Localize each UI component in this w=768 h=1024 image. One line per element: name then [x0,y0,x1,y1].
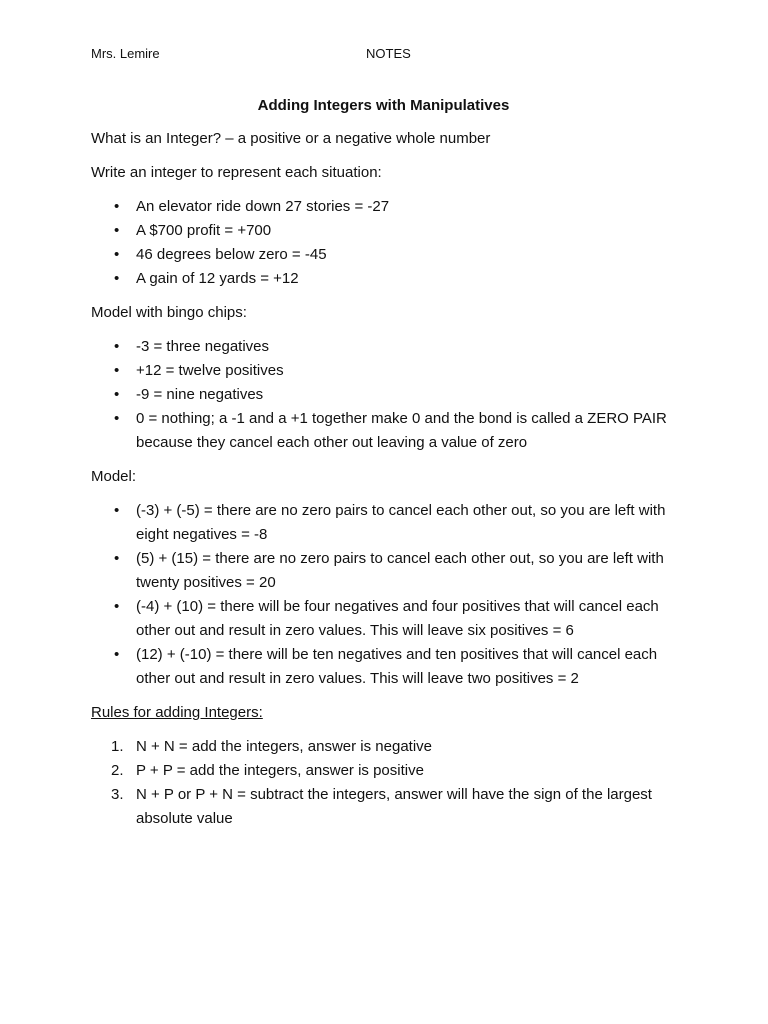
list-item-text: A gain of 12 yards = +12 [136,270,299,287]
model-list [91,499,691,691]
list-item-text: An elevator ride down 27 stories = -27 [136,198,390,215]
list-item [91,195,691,219]
list-item [91,499,691,547]
list-item [91,595,691,643]
list-number: 1. [111,738,124,755]
list-item-text: -3 = three negatives [136,338,270,355]
list-number: 3. [111,786,124,803]
list-item-text: 46 degrees below zero = -45 [136,246,327,263]
model-prompt: Model: [91,468,137,485]
list-item [91,243,691,267]
bullet-icon: • [114,246,120,263]
list-item-text: (-4) + (10) = there will be four negatives and four positives that will cancel each other out and result in zero values. This will leave six positives = 6 [136,598,659,639]
list-item-text: (5) + (15) = there are no zero pairs to cancel each other out, so you are left with twenty positives = 20 [136,550,664,591]
bullet-icon: • [114,598,120,615]
bullet-icon: • [114,502,120,519]
bullet-icon: • [114,338,120,355]
list-item [91,335,691,359]
list-item-text: P + P = add the integers, answer is positive [136,762,424,779]
list-item-text: N + P or P + N = subtract the integers, answer will have the sign of the largest absolute value [136,786,652,827]
bullet-icon: • [114,550,120,567]
list-item-text: +12 = twelve positives [136,362,284,379]
situations-list [91,195,691,291]
list-item-text: N + N = add the integers, answer is negative [136,738,433,755]
list-item-text: A $700 profit = +700 [136,222,272,239]
list-item [91,267,691,291]
list-item-text: (-3) + (-5) = there are no zero pairs to cancel each other out, so you are left with eight negatives = -8 [136,502,666,543]
author-name: Mrs. Lemire [91,46,160,61]
rules-heading: Rules for adding Integers: [91,704,263,721]
list-item-text: 0 = nothing; a -1 and a +1 together make 0 and the bond is called a ZERO PAIR because they cancel each other out leaving a value of zero [136,410,667,451]
list-item [91,359,691,383]
list-item-text: -9 = nine negatives [136,386,264,403]
document-body [91,94,691,831]
list-item [91,547,691,595]
bingo-list [91,335,691,455]
list-item [91,783,691,831]
list-item [91,735,691,759]
list-item-text: (12) + (-10) = there will be ten negatives and ten positives that will cancel each other out and result in zero values. This will leave two positives = 2 [136,646,658,687]
list-item [91,219,691,243]
situations-prompt: Write an integer to represent each situation: [91,164,382,181]
bullet-icon: • [114,198,120,215]
bullet-icon: • [114,646,120,663]
integer-definition: What is an Integer? – a positive or a negative whole number [91,130,491,147]
notes-label: NOTES [366,46,411,61]
bullet-icon: • [114,410,120,427]
list-item [91,407,691,455]
bullet-icon: • [114,222,120,239]
bullet-icon: • [114,270,120,287]
rules-list [91,735,691,831]
list-item [91,759,691,783]
bingo-prompt: Model with bingo chips: [91,304,247,321]
page-title: Adding Integers with Manipulatives [257,97,510,114]
list-item [91,643,691,691]
bullet-icon: • [114,386,120,403]
list-number: 2. [111,762,124,779]
bullet-icon: • [114,362,120,379]
list-item [91,383,691,407]
